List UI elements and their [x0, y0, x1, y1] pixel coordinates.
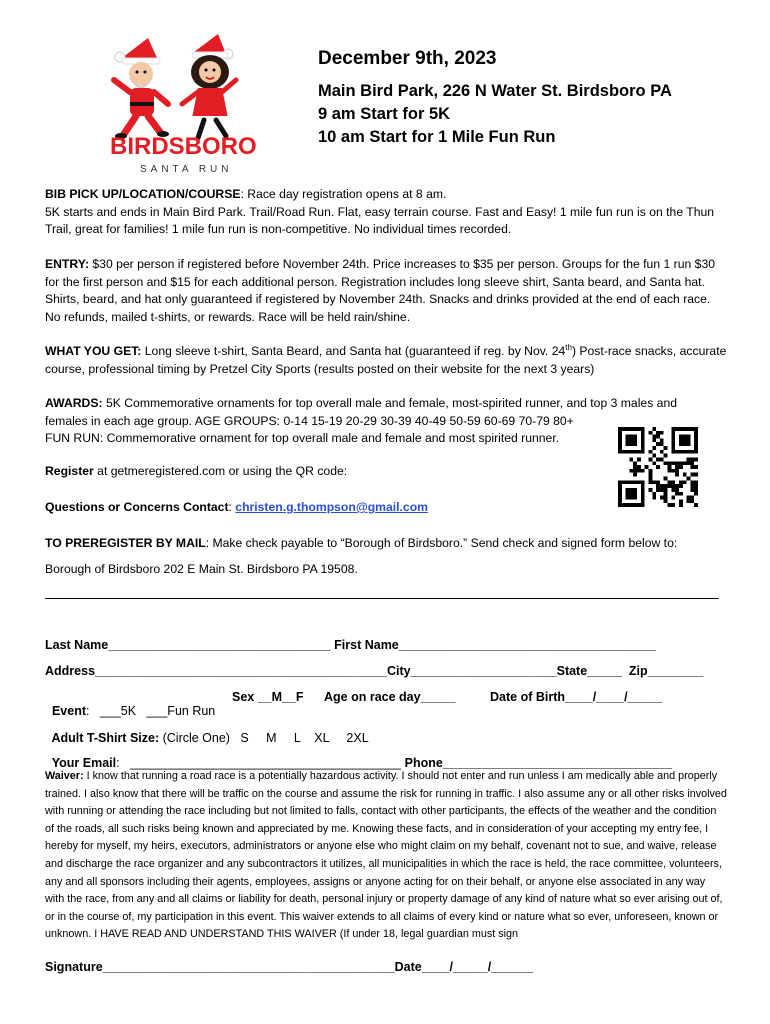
what-you-get-section	[45, 343, 727, 378]
waiver-section	[45, 768, 727, 944]
event-options[interactable]: : ___5K ___Fun Run	[86, 704, 216, 718]
mail-text: : Make check payable to “Borough of Birdsboro.” Send check and signed form below to:	[205, 536, 678, 550]
contact-label: Questions or Concerns Contact	[45, 500, 229, 514]
address-line[interactable]: Address__________________________________________City_____________________State_____ Zip________	[45, 664, 704, 678]
bib-line1: : Race day registration opens at 8 am.	[240, 187, 447, 201]
phone-field[interactable]: Phone_________________________________	[404, 756, 673, 770]
divider-line	[45, 598, 719, 599]
bib-label: BIB PICK UP/LOCATION/COURSE	[45, 187, 241, 201]
get-text-a: Long sleeve t-shirt, Santa Beard, and Santa hat (guaranteed if reg. by Nov. 24	[141, 344, 566, 358]
get-label: WHAT YOU GET:	[45, 344, 142, 358]
contact-colon: :	[228, 500, 236, 514]
register-section	[45, 463, 727, 481]
event-location: Main Bird Park, 226 N Water St. Birdsboro PA	[318, 82, 672, 100]
start-fun-run: 10 am Start for 1 Mile Fun Run	[318, 128, 556, 146]
waiver-text: I know that running a road race is a potentially hazardous activity. I should not enter and run unless I am medically able and properly trained. I also know that there will be traffic on the course and assume the risk for running in traffic. I also assume any or all other risks involved with running or attending the race including but not limited to falls, contact with other participants, the effects of the weather and the condition of the roads, all such risks being known and appreciated by me. Knowing these facts, and in consideration of your accepting my entry fee, I hereby for myself, my heirs, executors, administrators or anyone else who might claim on my behalf, covenant not to sue, and waive, release and discharge the race organizer and any subcontractors it utilizes, all municipalities in which the race is held, the race committee, volunteers, any and all sponsors including their agents, employees, assigns or anyone acting for on their behalf, or anyone else associated in any way with the race, from any and all claims or liability for death, personal injury or property damage of any kind of nature what so ever arising out of, or in the course of, my participation in this event. This waiver extends to all claims of every kind or nature what so ever, unforeseen, known or unknown. I HAVE READ AND UNDERSTAND THIS WAIVER (If under 18, legal guardian must sign	[45, 770, 727, 941]
event-prefix: Event	[51, 704, 86, 718]
get-text-b: ) Post-race snacks, accurate course, professional timing by Pretzel City Sports (results posted on their website for the next 3 years)	[45, 344, 727, 376]
register-text: at getmeregistered.com or using the QR code:	[93, 464, 348, 478]
get-sup: th	[565, 342, 572, 352]
age-field[interactable]: Age on race day_____	[324, 690, 456, 704]
awards-text: 5K Commemorative ornaments for top overall male and female, most-spirited runner, and top 3 males and females in each age group. AGE GROUPS: 0-14 15-19 20-29 30-39 40-49 50-59 60-69 70-79 80+	[45, 396, 678, 428]
awards-label: AWARDS:	[45, 396, 103, 410]
logo-subtitle: SANTA RUN	[140, 164, 233, 175]
contact-section	[45, 499, 727, 517]
fun-run-awards: FUN RUN: Commemorative ornament for top overall male and female and most spirited runner.	[45, 431, 560, 445]
bib-section	[45, 186, 727, 239]
email-field[interactable]: : _______________________________________	[116, 756, 405, 770]
sex-field[interactable]: Sex __M__F	[232, 690, 304, 704]
birdsboro-santa-run-logo	[100, 30, 280, 180]
entry-section	[45, 256, 727, 326]
mrs-santa-runner-icon	[182, 34, 236, 138]
register-label: Register	[45, 464, 94, 478]
shirt-options[interactable]: (Circle One) S M L XL 2XL	[159, 731, 369, 745]
signature-line[interactable]: Signature__________________________________________Date____/_____/______	[45, 960, 533, 974]
logo-title: BIRDSBORO	[110, 133, 257, 160]
shirt-size-line[interactable]	[45, 717, 369, 745]
contact-email-link[interactable]: christen.g.thompson@gmail.com	[235, 500, 428, 514]
waiver-label: Waiver:	[45, 770, 84, 782]
shirt-label: Adult T-Shirt Size:	[51, 731, 160, 745]
start-5k: 9 am Start for 5K	[318, 105, 451, 123]
name-line[interactable]: Last Name________________________________ First Name_____________________________________	[45, 638, 656, 652]
santa-runner-icon	[114, 38, 169, 139]
email-line[interactable]	[45, 742, 672, 770]
awards-section	[45, 395, 717, 448]
entry-text: $30 per person if registered before November 24th. Price increases to $35 per person. Groups for the fun 1 run $30 for the first person and $15 for each additional person. Registration includes long sleeve shirt, Santa beard, and Santa hat. Shirts, beard, and hat only guaranteed if registered by November 24th. Snacks and drinks provided at the end of each race. No refunds, mailed t-shirts, or rewards. Race will be held rain/shine.	[45, 257, 715, 324]
mail-address: Borough of Birdsboro 202 E Main St. Birdsboro PA 19508.	[45, 562, 358, 576]
event-header	[318, 48, 758, 149]
event-date: December 9th, 2023	[318, 48, 497, 69]
entry-label: ENTRY:	[45, 257, 90, 271]
mail-label: TO PREREGISTER BY MAIL	[45, 536, 206, 550]
event-line[interactable]	[45, 690, 215, 718]
email-label: Your Email	[51, 756, 117, 770]
mail-section	[45, 535, 727, 553]
bib-line2: 5K starts and ends in Main Bird Park. Trail/Road Run. Flat, easy terrain course. Fast and Easy! 1 mile fun run is on the Thun Trail, great for families! 1 mile fun run is non-competitive. No individual times recorded.	[45, 204, 715, 236]
dob-field[interactable]: Date of Birth____/____/_____	[490, 690, 663, 704]
